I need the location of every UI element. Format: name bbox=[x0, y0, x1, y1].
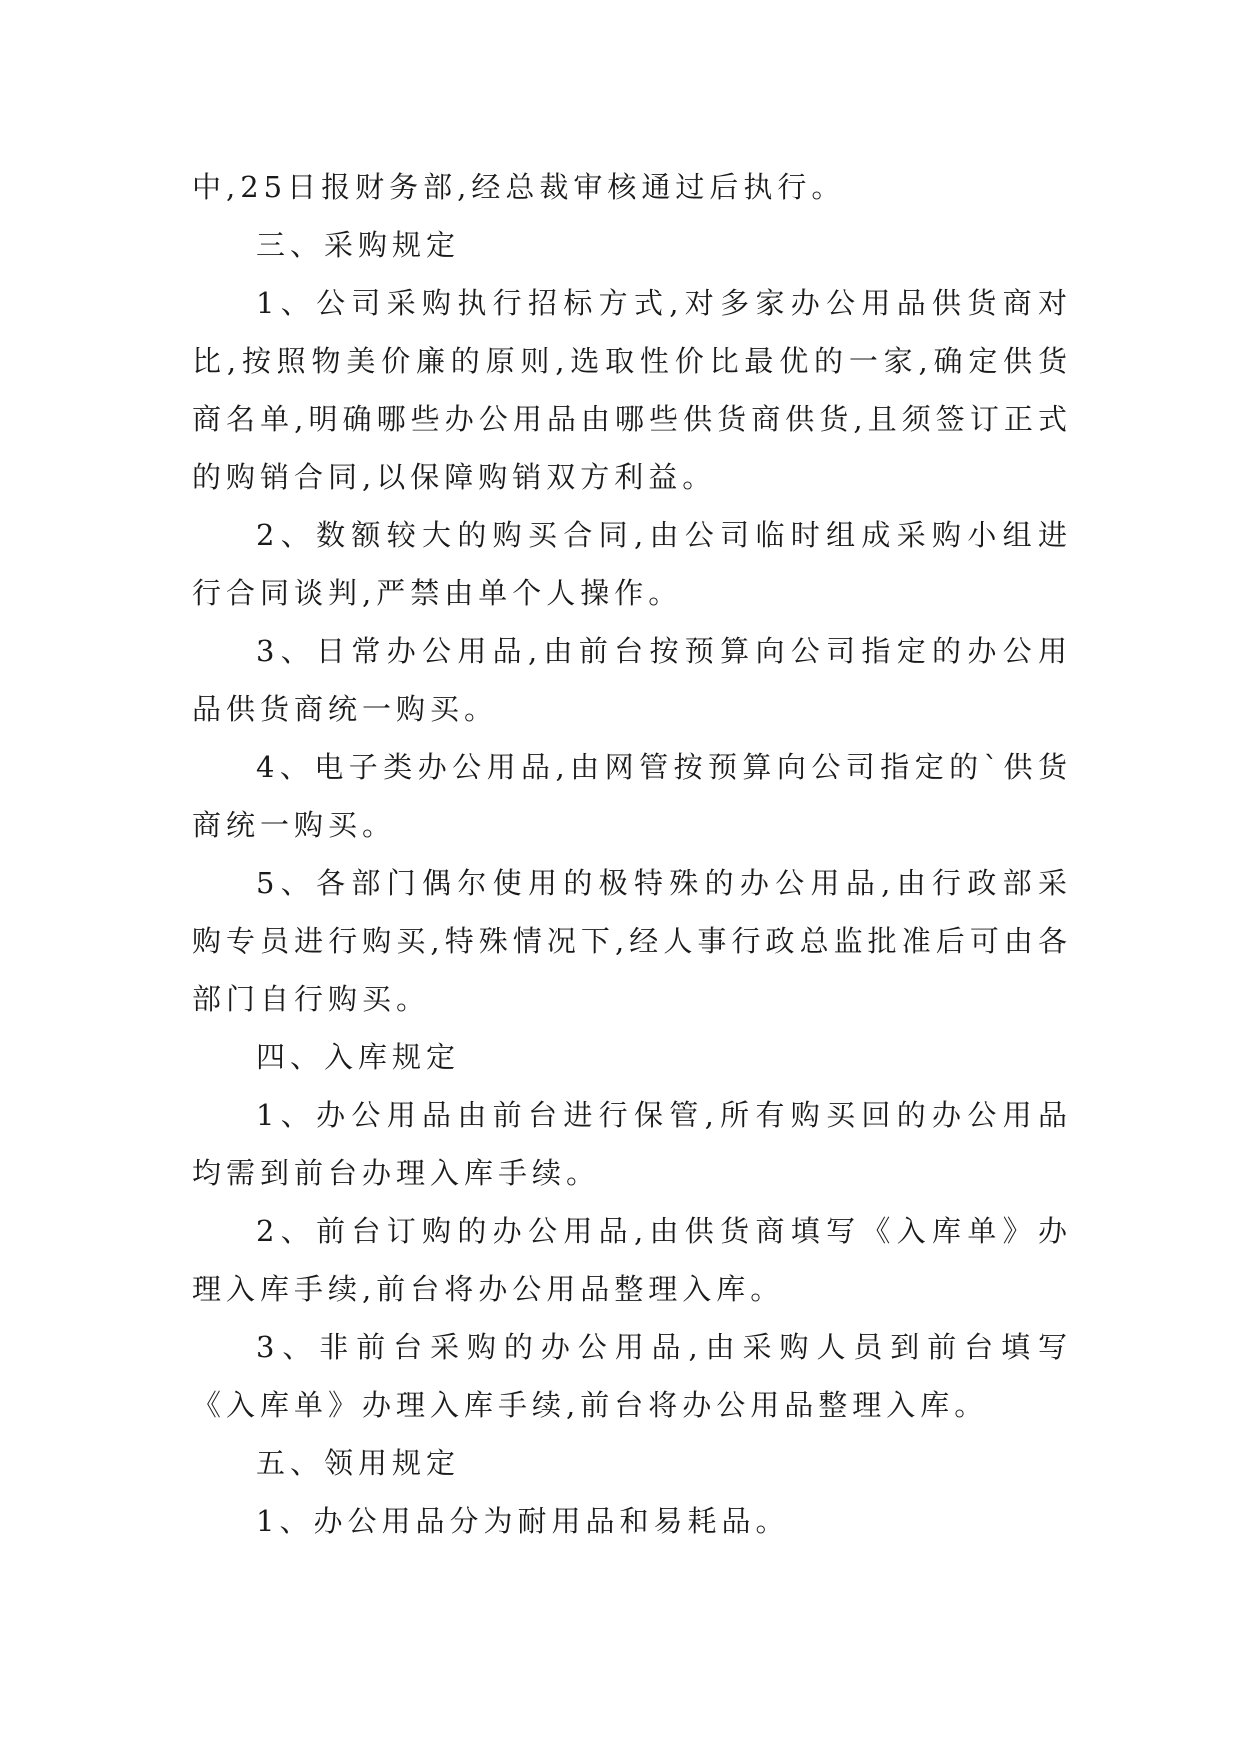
paragraph-continuation: 中,25日报财务部,经总裁审核通过后执行。 bbox=[192, 170, 846, 204]
paragraph-requisition-1: 1、办公用品分为耐用品和易耗品。 bbox=[256, 1504, 790, 1538]
paragraph-procurement-1: 1、公司采购执行招标方式,对多家办公用品供货商对比,按照物美价廉的原则,选取性价比最优的一家,确定供货商名单,明确哪些办公用品由哪些供货商供货,且须签订正式的购销合同,以保障购销双方利益。 bbox=[192, 286, 1072, 494]
section-heading-procurement: 三、采购规定 bbox=[256, 228, 461, 262]
paragraph-procurement-4: 4、电子类办公用品,由网管按预算向公司指定的`供货商统一购买。 bbox=[192, 750, 1072, 842]
paragraph-warehousing-2: 2、前台订购的办公用品,由供货商填写《入库单》办理入库手续,前台将办公用品整理入库。 bbox=[192, 1214, 1072, 1306]
paragraph-warehousing-1: 1、办公用品由前台进行保管,所有购买回的办公用品均需到前台办理入库手续。 bbox=[192, 1098, 1072, 1190]
paragraph-procurement-3: 3、日常办公用品,由前台按预算向公司指定的办公用品供货商统一购买。 bbox=[192, 634, 1072, 726]
paragraph-procurement-2: 2、数额较大的购买合同,由公司临时组成采购小组进行合同谈判,严禁由单个人操作。 bbox=[192, 518, 1072, 610]
paragraph-procurement-5: 5、各部门偶尔使用的极特殊的办公用品,由行政部采购专员进行购买,特殊情况下,经人事行政总监批准后可由各部门自行购买。 bbox=[192, 866, 1072, 1016]
document-body bbox=[192, 158, 1072, 1550]
paragraph-warehousing-3: 3、非前台采购的办公用品,由采购人员到前台填写《入库单》办理入库手续,前台将办公用品整理入库。 bbox=[192, 1330, 1072, 1422]
section-heading-warehousing: 四、入库规定 bbox=[256, 1040, 461, 1074]
section-heading-requisition: 五、领用规定 bbox=[256, 1446, 461, 1480]
